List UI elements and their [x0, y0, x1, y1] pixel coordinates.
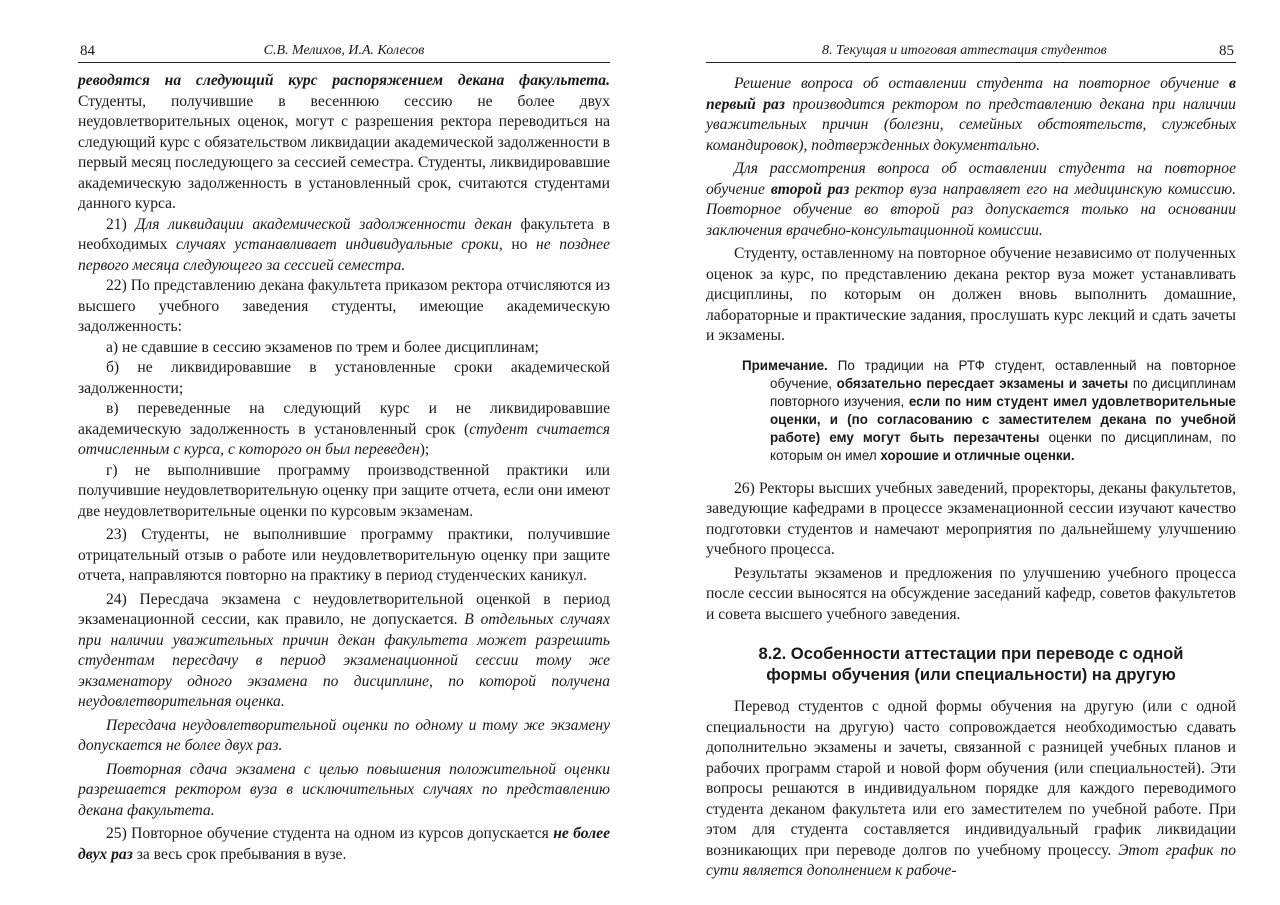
paragraph-25: 25) Повторное обучение студента на одном из курсов допускается не более двух раз за весь срок пребывания в вузе. [78, 825, 610, 863]
paragraph-continuation: реводятся на следующий курс распоряжением декана факультета. Студенты, получившие в весеннюю сессию не более двух неудовлетворительных оценок, могут с разрешения ректора переводиться на следующий курс с обязательством ликвидации академической задолженности в первый месяц последующего за сессией семестра. Студенты, ликвидировавшие академическую задолженность в установленный срок, считаются студентами данного курса. [78, 72, 610, 212]
paragraph-repeat-disciplines: Студенту, оставленному на повторное обучение независимо от полученных оценок за курс, по представлению декана ректор вуза может устанавливать дисциплины, по которым он должен вновь выполнить домашние, лабораторные и практические задания, прослушать курс лекций и сдать зачеты и экзамены. [706, 245, 1236, 344]
right-page-body [706, 74, 1236, 882]
section-heading-8-2: 8.2. Особенности аттестации при переводе с одной формы обучения (или специальности) на другую [758, 644, 1184, 684]
list-item-g: г) не выполнившие программу производственной практики или получившие неудовлетворительную оценку при защите отчета, если они имеют две неудовлетворительные оценки по курсовым экзаменам. [78, 461, 610, 520]
paragraph-italic-resit: Пересдача неудовлетворительной оценки по одному и тому же экзамену допускается не более двух раз. [78, 716, 610, 754]
paragraph-26: 26) Ректоры высших учебных заведений, проректоры, деканы факультетов, заведующие кафедрами в процессе экзаменационной сессии изучают качество подготовки студентов и намечают мероприятия по дальнейшему улучшению учебного процесса. [706, 479, 1236, 558]
paragraph-24: 24) Пересдача экзамена с неудовлетворительной оценкой в период экзаменационной сессии, как правило, не допускается. В отдельных случаях при наличии уважительных причин декан факультета может разрешить студентам пересдачу в период экзаменационной сессии тому же экзаменатору одного экзамена по дисциплине, по которой получена неудовлетворительная оценка. [78, 590, 610, 710]
right-page [706, 40, 1236, 882]
list-item-v: в) переведенные на следующий курс и не ликвидировавшие академическую задолженность в установленный срок (студент считается отчисленным с курса, с которого он был переведен); [78, 400, 610, 458]
list-item-a: а) не сдавшие в сессию экзаменов по трем и более дисциплинам; [106, 338, 539, 356]
left-page-body [78, 71, 610, 865]
paragraph-second-repeat: Для рассмотрения вопроса об оставлении студента на повторное обучение второй раз ректор вуза направляет его на медицинскую комиссию. Повторное обучение во второй раз допускается только на основании заключения врачебно-консультационной комиссии. [706, 160, 1237, 239]
running-head-right [706, 40, 1236, 63]
paragraph-italic-retake: Повторная сдача экзамена с целью повышения положительной оценки разрешается ректором вуза в исключительных случаях по представлению декана факультета. [78, 760, 610, 819]
running-title-chapter: 8. Текущая и итоговая аттестация студентов [822, 43, 1107, 58]
paragraph-results: Результаты экзаменов и предложения по улучшению учебного процесса после сессии выносятся на обсуждение заседаний кафедр, советов факультетов и совета высшего учебного заведения. [706, 564, 1236, 623]
left-page [78, 40, 610, 865]
note-block: Примечание. По традиции на РТФ студент, оставленный на повторное обучение, обязательно пересдает экзамены и зачеты по дисциплинам повторного изучения, если по ним студент имел удовлетворительные оценки, и (по согласованию с заместителем декана по учебной работе) ему могут быть перезачтены оценки по дисциплинам, по которым он имел хорошие и отличные оценки. [742, 357, 1236, 463]
page-number-left: 84 [80, 43, 95, 59]
paragraph-23: 23) Студенты, не выполнившие программу практики, получившие отрицательный отзыв о работе или неудовлетворительную оценку при защите отчета, направляются повторно на практику в период студенческих каникул. [78, 526, 610, 584]
paragraph-first-repeat: Решение вопроса об оставлении студента на повторное обучение в первый раз производится ректором по представлению декана при наличии уважительных причин (болезни, семейных обстоятельств, служебных командировок), подтвержденных документально. [706, 75, 1236, 154]
note-label: Примечание. [742, 357, 828, 373]
running-title-authors: С.В. Мелихов, И.А. Колесов [263, 43, 425, 58]
paragraph-22: 22) По представлению декана факультета приказом ректора отчисляются из высшего учебного заведения студенты, имеющие академическую задолженность: [78, 277, 610, 335]
list-item-b: б) не ликвидировавшие в установленные сроки академической задолженности; [78, 359, 610, 397]
running-head-left [78, 40, 610, 63]
page-number-right: 85 [1219, 43, 1234, 59]
paragraph-21: 21) Для ликвидации академической задолженности декан факультета в необходимых случаях устанавливает индивидуальные сроки, но не позднее первого месяца следующего за сессией семестра. [78, 215, 611, 274]
paragraph-transfer: Перевод студентов с одной формы обучения на другую (или с одной специальности на другую) часто сопровождается необходимостью сдавать дополнительно экзамены и зачеты, связанной с разницей учебных планов и рабочих программ старой и новой форм обучения (или специальностей). Эти вопросы решаются в индивидуальном порядке для каждого переводимого студента деканом факультета или его заместителем по учебной работе. При этом для студента составляется индивидуальный график ликвидации возникающих при переводе долгов по учебному процессу. Этот график по сути является дополнением к рабоче- [706, 698, 1236, 879]
